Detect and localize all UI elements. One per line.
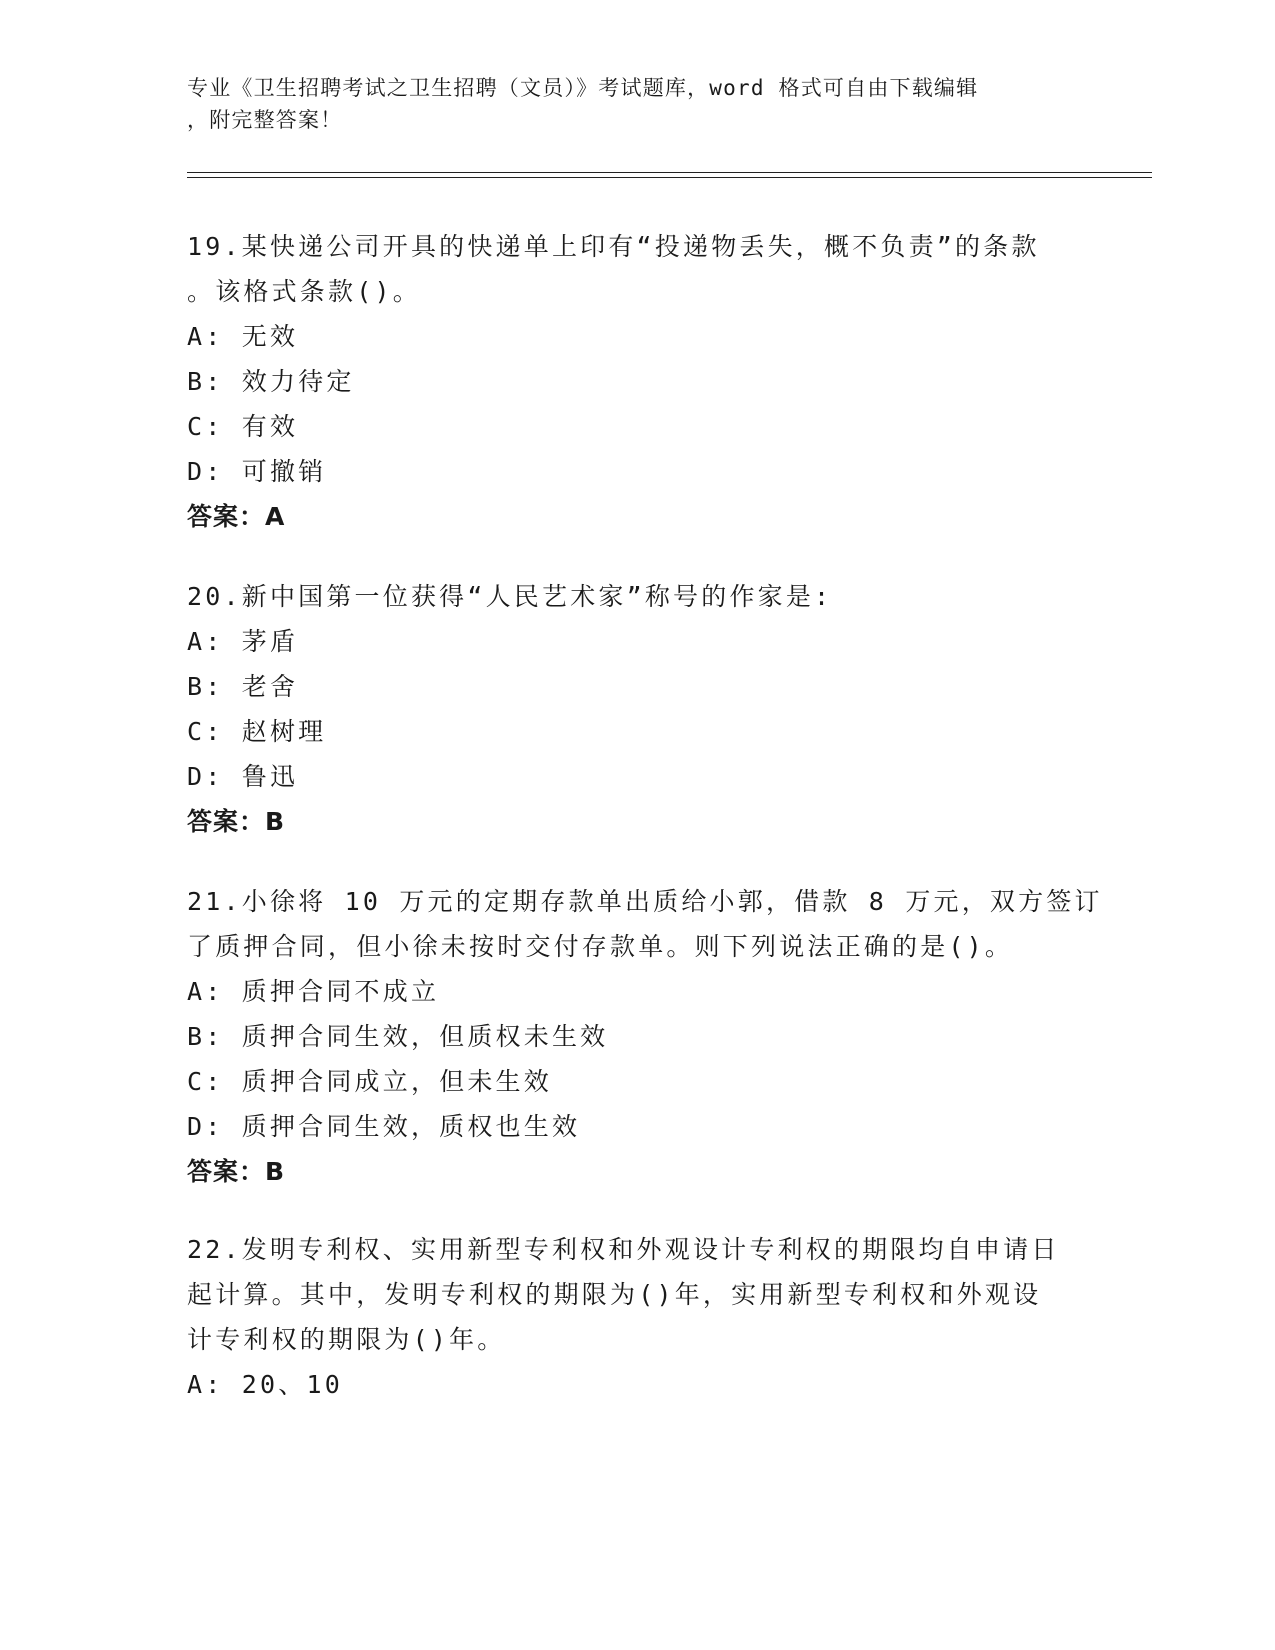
header-line-2: ，附完整答案！ (187, 108, 343, 132)
option-b: B: 质押合同生效，但质权未生效 (187, 1022, 609, 1051)
question-21 (187, 879, 1103, 1194)
question-19 (187, 224, 1087, 539)
option-d: D: 质押合同生效，质权也生效 (187, 1112, 581, 1141)
option-b: B: 老舍 (187, 672, 299, 701)
question-text: 21.小徐将 10 万元的定期存款单出质给小郭，借款 8 万元，双方签订 (187, 887, 1103, 916)
answer: 答案：B (187, 1157, 286, 1186)
option-a: A: 20、10 (187, 1370, 343, 1399)
question-text: 计专利权的期限为()年。 (187, 1325, 506, 1354)
header-divider-bottom (187, 177, 1152, 178)
question-text: 19.某快递公司开具的快递单上印有“投递物丢失，概不负责”的条款 (187, 232, 1040, 261)
question-text: 22.发明专利权、实用新型专利权和外观设计专利权的期限均自申请日 (187, 1235, 1060, 1264)
option-c: C: 质押合同成立，但未生效 (187, 1067, 552, 1096)
question-text: 起计算。其中，发明专利权的期限为()年，实用新型专利权和外观设 (187, 1280, 1042, 1309)
question-text: 了质押合同，但小徐未按时交付存款单。则下列说法正确的是()。 (187, 932, 1014, 961)
option-a: A: 质押合同不成立 (187, 977, 440, 1006)
option-c: C: 赵树理 (187, 717, 327, 746)
option-c: C: 有效 (187, 412, 299, 441)
header-divider-top (187, 172, 1152, 173)
question-text: 20.新中国第一位获得“人民艺术家”称号的作家是: (187, 582, 833, 611)
header-line-1: 专业《卫生招聘考试之卫生招聘（文员）》考试题库，word 格式可自由下载编辑 (187, 76, 979, 100)
question-22 (187, 1227, 1087, 1407)
option-d: D: 鲁迅 (187, 762, 299, 791)
answer: 答案：A (187, 502, 286, 531)
question-text: 。该格式条款()。 (187, 277, 421, 306)
question-20 (187, 574, 1087, 844)
option-d: D: 可撤销 (187, 457, 327, 486)
option-b: B: 效力待定 (187, 367, 355, 396)
option-a: A: 茅盾 (187, 627, 299, 656)
option-a: A: 无效 (187, 322, 299, 351)
answer: 答案：B (187, 807, 286, 836)
